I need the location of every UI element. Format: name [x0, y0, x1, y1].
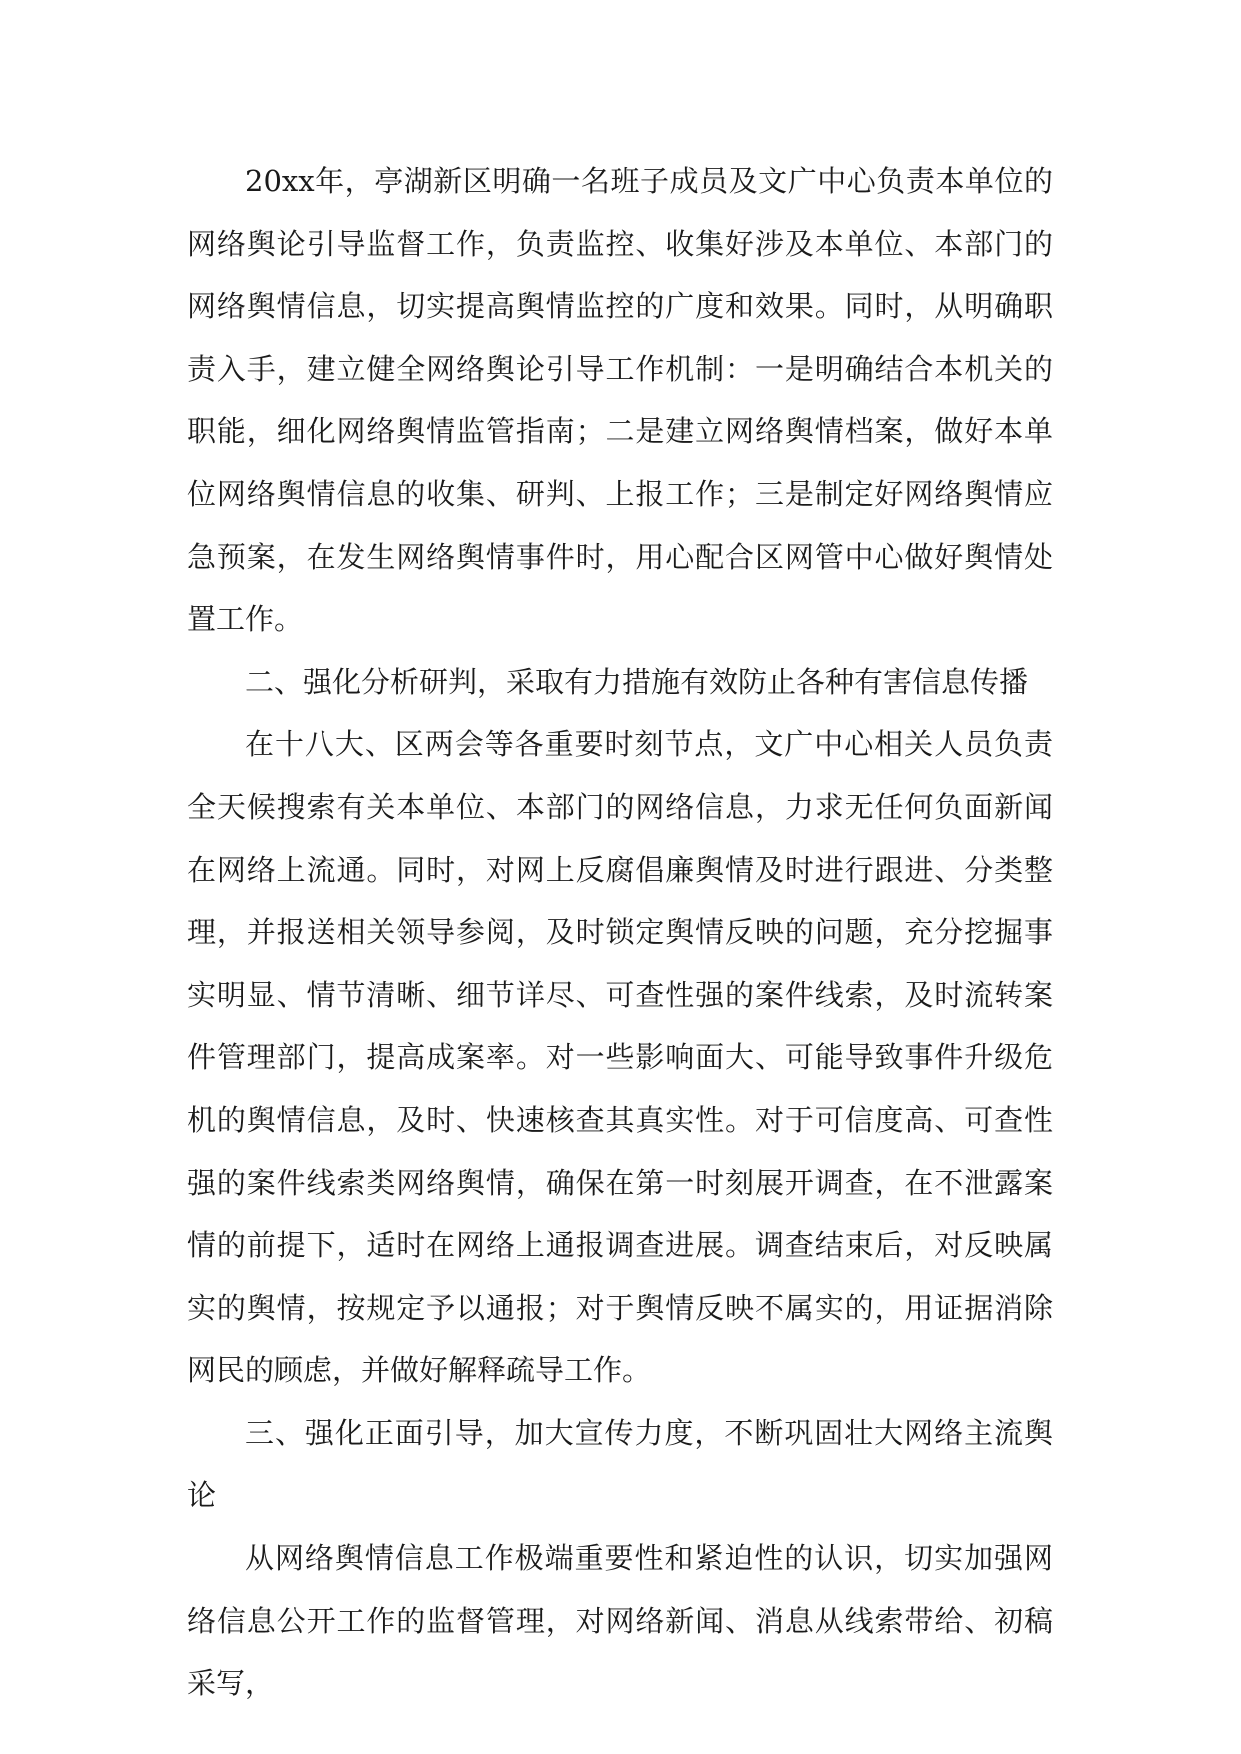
section-heading-3: 三、强化正面引导，加大宣传力度，不断巩固壮大网络主流舆论	[187, 1415, 1053, 1513]
body-paragraph-3: 从网络舆情信息工作极端重要性和紧迫性的认识，切实加强网络信息公开工作的监督管理，对网络新闻、消息从线索带给、初稿采写，	[187, 1541, 1053, 1701]
body-paragraph-2: 在十八大、区两会等各重要时刻节点，文广中心相关人员负责全天候搜索有关本单位、本部门的网络信息，力求无任何负面新闻在网络上流通。同时，对网上反腐倡廉舆情及时进行跟进、分类整理，并报送相关领导参阅，及时锁定舆情反映的问题，充分挖掘事实明显、情节清晰、细节详尽、可查性强的案件线索，及时流转案件管理部门，提高成案率。对一些影响面大、可能导致事件升级危机的舆情信息，及时、快速核查其真实性。对于可信度高、可查性强的案件线索类网络舆情，确保在第一时刻展开调查，在不泄露案情的前提下，适时在网络上通报调查进展。调查结束后，对反映属实的舆情，按规定予以通报；对于舆情反映不属实的，用证据消除网民的顾虑，并做好解释疏导工作。	[187, 727, 1053, 1388]
document-body	[187, 150, 1053, 1715]
section-heading-2: 二、强化分析研判，采取有力措施有效防止各种有害信息传播	[245, 664, 1029, 699]
body-paragraph-1: 20xx年，亭湖新区明确一名班子成员及文广中心负责本单位的网络舆论引导监督工作，负责监控、收集好涉及本单位、本部门的网络舆情信息，切实提高舆情监控的广度和效果。同时，从明确职责入手，建立健全网络舆论引导工作机制：一是明确结合本机关的职能，细化网络舆情监管指南；二是建立网络舆情档案，做好本单位网络舆情信息的收集、研判、上报工作；三是制定好网络舆情应急预案，在发生网络舆情事件时，用心配合区网管中心做好舆情处置工作。	[187, 164, 1053, 637]
